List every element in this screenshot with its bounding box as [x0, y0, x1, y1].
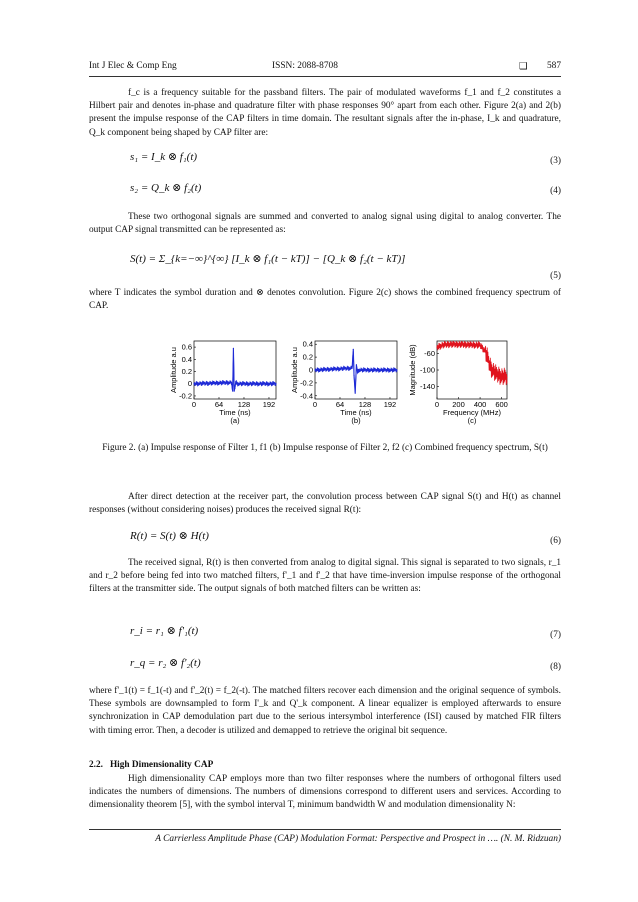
data-point — [193, 383, 194, 384]
y-tick-label: -60 — [424, 348, 435, 358]
y-tick-label: 0.6 — [181, 342, 192, 352]
paragraph-3: where T indicates the symbol duration and ⊗ denotes convolution. Figure 2(c) shows the combined frequency spectrum of CAP. — [89, 288, 561, 312]
equation-6: R(t) = S(t) ⊗ H(t) — [130, 530, 209, 542]
y-tick-label: -0.2 — [300, 378, 313, 388]
panel-label: (a) — [230, 416, 240, 425]
y-tick-label: 0.2 — [302, 352, 313, 362]
data-point — [447, 344, 448, 345]
data-point — [232, 390, 233, 391]
data-point — [314, 369, 315, 370]
data-point — [479, 345, 480, 346]
x-tick-label: 0 — [434, 400, 440, 409]
data-point — [442, 345, 443, 346]
checkbox-icon: ❑ — [519, 62, 528, 72]
equation-4: s₂ = Q_k ⊗ f₂(t) — [130, 182, 202, 194]
y-tick-label: 0 — [187, 379, 192, 389]
data-point — [233, 348, 234, 349]
x-tick-label: 0 — [312, 400, 318, 409]
section-title: High Dimensionality CAP — [109, 760, 214, 770]
panel-label: (b) — [351, 416, 361, 425]
x-axis-label: Time (ns) — [219, 408, 251, 417]
equation-4-number: (4) — [550, 186, 561, 196]
y-tick-label: -0.2 — [179, 391, 192, 401]
section-number: 2.2. — [89, 760, 103, 770]
equation-7-number: (7) — [550, 630, 561, 640]
y-axis-label: Magnitude (dB) — [408, 344, 417, 396]
figure-caption: Figure 2. (a) Impulse response of Filter 1, f1 (b) Impulse response of Filter 2, f2 (c) Combined frequency spectrum, S(t) — [102, 443, 548, 453]
panel-label: (c) — [467, 416, 477, 425]
data-point — [355, 393, 356, 394]
equation-3: s₁ = I_k ⊗ f₁(t) — [130, 151, 198, 163]
y-axis-label: Amplitude a.u — [169, 347, 178, 393]
y-tick-label: 0 — [308, 365, 313, 375]
x-tick-label: 192 — [262, 400, 276, 409]
data-point — [357, 372, 358, 373]
x-tick-label: 600 — [495, 400, 508, 409]
data-point — [469, 344, 470, 345]
data-point — [485, 351, 486, 352]
equation-8-number: (8) — [550, 662, 561, 672]
x-tick-label: 200 — [452, 400, 465, 409]
data-point — [235, 381, 236, 382]
equation-6-number: (6) — [550, 536, 561, 546]
data-point — [234, 386, 235, 387]
y-tick-label: -100 — [419, 365, 435, 375]
journal-name: Int J Elec & Comp Eng — [89, 61, 177, 71]
data-point — [501, 376, 502, 377]
y-axis-label: Amplitude a.u — [290, 347, 299, 393]
x-tick-label: 400 — [473, 400, 487, 409]
data-point — [358, 369, 359, 370]
data-point — [490, 367, 491, 368]
y-tick-label: 0.4 — [302, 339, 313, 349]
y-tick-label: 0.2 — [181, 367, 192, 377]
page-header — [89, 60, 561, 77]
data-point — [356, 364, 357, 365]
figure-2 — [150, 335, 520, 435]
data-point — [275, 383, 276, 384]
data-point — [496, 374, 497, 375]
paragraph-1: f_c is a frequency suitable for the passband filters. The pair of modulated waveforms f_1 and f_2 constitutes a Hilbert pair and denotes in-phase and quadrature filter with phase responses 90° apart from each other. Figure 2(a) and 2(b) present the impulse response of the CAP filters in time domain. The resultant signals after the in-phase, I_k and quadrature, Q_k component being shaped by CAP filter are: — [89, 88, 561, 138]
x-tick-label: 64 — [214, 400, 224, 409]
paragraph-7: High dimensionality CAP employs more than two filter responses where the numbers of orthogonal filters used indicates the numbers of dimensions. The numbers of dimensions correspond to different users and services. According to dimensionality theorem [5], with the symbol interval T, minimum bandwidth W and modulation dimensionality N: — [89, 774, 561, 811]
y-tick-label: -0.4 — [300, 391, 313, 401]
paragraph-4: After direct detection at the receiver part, the convolution process between CAP signal S(t) and H(t) as channel responses (without considering noises) produces the received signal R(t): — [89, 492, 561, 516]
paragraph-5: The received signal, R(t) is then converted from analog to digital signal. This signal is separated to two signals, r_1 and r_2 before being fed into two matched filters, f'_1 and f'_2 that have time-inversion impulse response of the orthogonal filters at the transmitter side. The output signals of both matched filters can be written as: — [89, 558, 561, 595]
equation-5-number: (5) — [550, 271, 561, 281]
page-number: 587 — [546, 61, 561, 71]
issn: ISSN: 2088-8708 — [272, 61, 338, 71]
data-point — [351, 367, 352, 368]
data-point — [353, 375, 354, 376]
x-tick-label: 128 — [237, 400, 251, 409]
data-point — [231, 382, 232, 383]
chart-panel-a — [169, 341, 277, 425]
data-point — [396, 369, 397, 370]
equation-7: r_i = r₁ ⊗ f'₁(t) — [130, 625, 199, 637]
y-tick-label: 0.4 — [181, 354, 192, 364]
plot-frame — [194, 341, 276, 399]
x-tick-label: 192 — [383, 400, 397, 409]
equation-5: S(t) = Σ_{k=−∞}^{∞} [I_k ⊗ f₁(t − kT)] − [Q_k ⊗ f₂(t − kT)] — [130, 253, 406, 265]
page-footer: A Carrierless Amplitude Phase (CAP) Modulation Format: Perspective and Prospect in …. (N. M. Ridzuan) — [89, 829, 561, 844]
data-point — [506, 377, 507, 378]
data-point — [436, 347, 437, 348]
chart-panel-c — [408, 341, 508, 425]
equation-8: r_q = r₂ ⊗ f'₂(t) — [130, 657, 201, 669]
x-tick-label: 128 — [358, 400, 372, 409]
x-axis-label: Time (ns) — [340, 408, 372, 417]
data-point — [353, 349, 354, 350]
x-tick-label: 0 — [191, 400, 197, 409]
data-point — [234, 390, 235, 391]
paragraph-6: where f'_1(t) = f_1(-t) and f'_2(t) = f_2(-t). The matched filters recover each dimension and the original sequence of symbols. These symbols are downsampled to form I'_k and Q'_k component. A linear equalizer is employed afterwards to ensure synchronization in CAP demodulation part due to the serious intersymbol interference (ISI) caused by matched FIR filters with timing error. Then, a decoder is utilized and demapped to retrieve the original bit sequence. — [89, 686, 561, 736]
data-point — [458, 344, 459, 345]
data-point — [236, 383, 237, 384]
paragraph-2: These two orthogonal signals are summed and converted to analog signal using digital to analog converter. The output CAP signal transmitted can be represented as: — [89, 212, 561, 236]
x-tick-label: 64 — [335, 400, 345, 409]
section-heading — [89, 760, 213, 770]
x-axis-label: Frequency (MHz) — [443, 408, 501, 417]
chart-panel-b — [290, 340, 398, 425]
y-tick-label: -140 — [419, 382, 435, 392]
equation-3-number: (3) — [550, 156, 561, 166]
